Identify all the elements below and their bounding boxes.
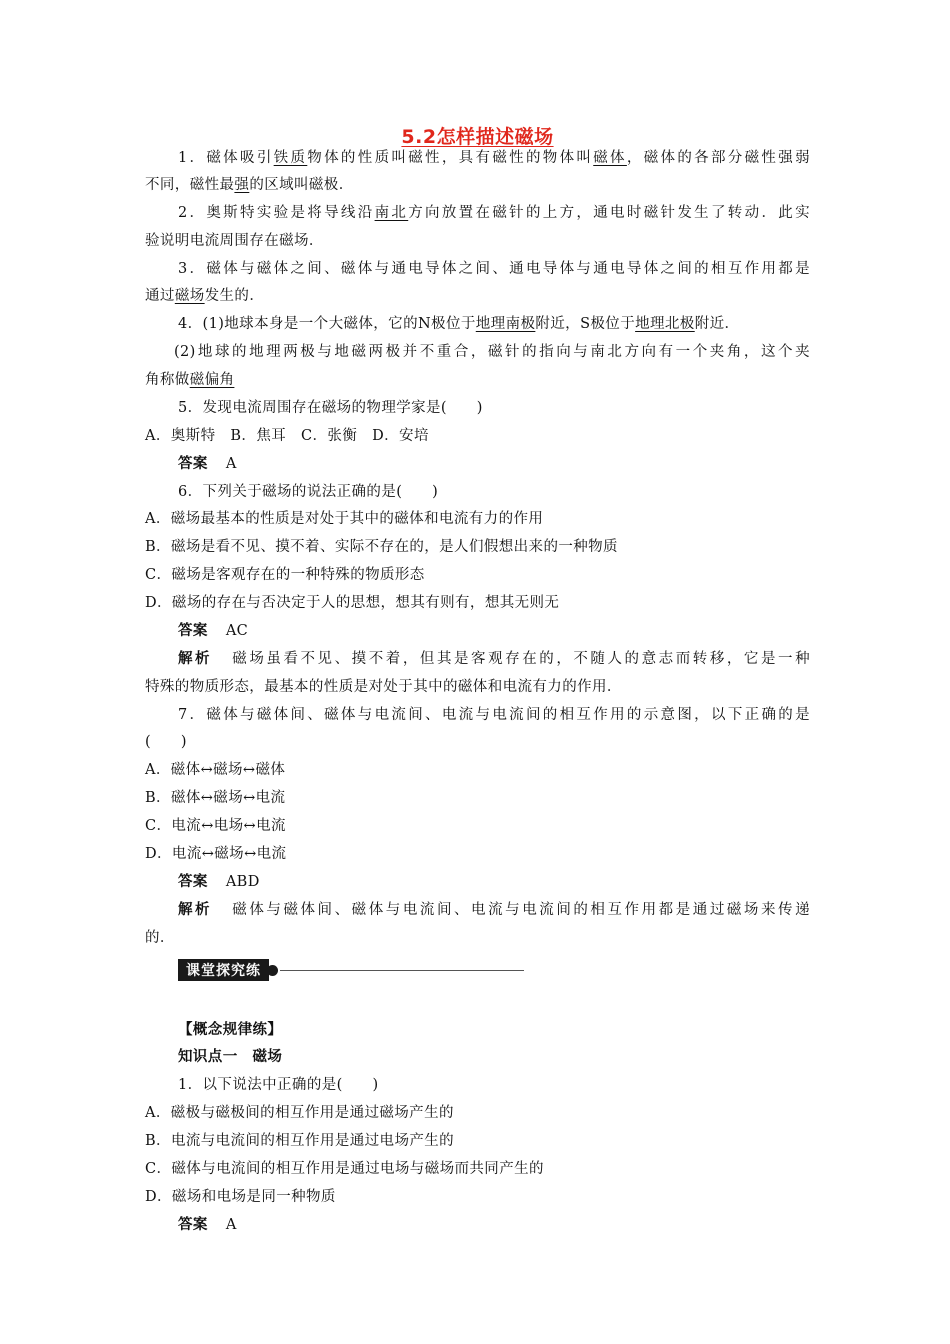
analysis-text: 磁体与磁体间、磁体与电流间、电流与电流间的相互作用都是通过磁场来传递: [230, 902, 810, 918]
text: 附近．: [694, 316, 740, 332]
answer-label: 答案: [178, 874, 208, 890]
question-7-option-b: B．磁体↔磁场↔电流: [145, 790, 286, 806]
analysis-label: 解析: [178, 651, 213, 667]
blank-answer: 磁偏角: [189, 372, 235, 388]
paragraph-2-line-1: [145, 203, 810, 223]
blank-answer: 磁体: [593, 150, 627, 166]
question-7-stem-line-2: ( ): [145, 734, 187, 750]
answer-label: 答案: [178, 1217, 208, 1233]
page-title: 5.2怎样描述磁场: [401, 126, 554, 148]
question-7-analysis-line-2: 的．: [145, 930, 175, 946]
question-7-option-c: C．电流↔电场↔电流: [145, 818, 286, 834]
paragraph-4-line-1: [145, 314, 810, 334]
text: 方向放置在磁针的上方，通电时磁针发生了转动．此实: [408, 205, 810, 221]
question-6-analysis-line-1: [145, 649, 810, 669]
paragraph-4-line-3: [145, 370, 810, 390]
answer-value: ABD: [225, 874, 260, 890]
paragraph-3-line-1: 3．磁体与磁体之间、磁体与通电导体之间、通电导体与通电导体之间的相互作用都是: [178, 261, 810, 277]
question-5-options: A．奥斯特 B．焦耳 C．张衡 D．安培: [145, 428, 429, 444]
question-6-answer: [145, 621, 810, 641]
text: 2．奥斯特实验是将导线沿: [178, 205, 375, 221]
text: 的区域叫磁极．: [249, 177, 354, 193]
analysis-label: 解析: [178, 902, 213, 918]
question-6-analysis-line-2: 特殊的物质形态，最基本的性质是对处于其中的磁体和电流有力的作用．: [145, 679, 622, 695]
question-7-option-a: A．磁体↔磁场↔磁体: [145, 762, 286, 778]
text: 1．磁体吸引: [178, 150, 274, 166]
question-6-stem: 6．下列关于磁场的说法正确的是( ): [178, 484, 439, 500]
text: 附近，S极位于: [535, 316, 636, 332]
text: 发生的．: [204, 288, 265, 304]
question-5-answer: [145, 454, 810, 474]
question-6-option-c: C．磁场是客观存在的一种特殊的物质形态: [145, 567, 425, 583]
paragraph-4-line-2: (2)地球的地理两极与地磁两极并不重合，磁针的指向与南北方向有一个夹角，这个夹: [174, 344, 810, 360]
text: ，磁体的各部分磁性强弱: [626, 150, 810, 166]
knowledge-point-heading: 知识点一 磁场: [178, 1049, 283, 1065]
paragraph-2-line-2: 验说明电流周围存在磁场．: [145, 233, 324, 249]
answer-value: AC: [225, 623, 249, 639]
analysis-text: 磁场虽看不见、摸不着，但其是客观存在的，不随人的意志而转移，它是一种: [230, 651, 810, 667]
exercise-1-option-c: C．磁体与电流间的相互作用是通过电场与磁场而共同产生的: [145, 1161, 544, 1177]
paragraph-3-line-2: [145, 286, 810, 306]
exercise-1-option-d: D．磁场和电场是同一种物质: [145, 1189, 336, 1205]
blank-answer: 强: [234, 177, 250, 193]
exercise-1-option-b: B．电流与电流间的相互作用是通过电场产生的: [145, 1133, 455, 1149]
text: 角称做: [145, 372, 190, 388]
question-7-option-d: D．电流↔磁场↔电流: [145, 846, 287, 862]
paragraph-1-line-2: [145, 175, 810, 195]
question-6-option-b: B．磁场是看不见、摸不着、实际不存在的，是人们假想出来的一种物质: [145, 539, 618, 555]
answer-label: 答案: [178, 623, 208, 639]
blank-answer: 磁场: [174, 288, 205, 304]
answer-value: A: [225, 456, 237, 472]
blank-answer: 地理北极: [635, 316, 695, 332]
banner-rule: [280, 970, 524, 971]
question-6-option-a: A．磁场最基本的性质是对处于其中的磁体和电流有力的作用: [145, 511, 544, 527]
section-heading: 【概念规律练】: [178, 1022, 283, 1038]
paragraph-1-line-1: [145, 148, 810, 168]
banner-label: 课堂探究练: [178, 959, 269, 981]
text: 物体的性质叫磁性，具有磁性的物体叫: [307, 150, 594, 166]
text: 不同，磁性最: [145, 177, 235, 193]
text: 通过: [145, 288, 175, 304]
section-banner: [178, 959, 524, 981]
blank-answer: 地理南极: [475, 316, 536, 332]
blank-answer: 铁质: [273, 150, 308, 166]
answer-label: 答案: [178, 456, 208, 472]
question-7-analysis-line-1: [145, 900, 810, 920]
exercise-1-option-a: A．磁极与磁极间的相互作用是通过磁场产生的: [145, 1105, 454, 1121]
question-6-option-d: D．磁场的存在与否决定于人的思想，想其有则有，想其无则无: [145, 595, 560, 611]
answer-value: A: [225, 1217, 237, 1233]
question-7-answer: [145, 872, 810, 892]
text: 4．(1)地球本身是一个大磁体，它的N极位于: [178, 316, 476, 332]
banner-dot: [267, 965, 278, 976]
blank-answer: 南北: [374, 205, 409, 221]
question-7-stem-line-1: 7．磁体与磁体间、磁体与电流间、电流与电流间的相互作用的示意图，以下正确的是: [178, 707, 810, 723]
exercise-1-answer: [145, 1215, 810, 1235]
exercise-1-stem: 1．以下说法中正确的是( ): [178, 1077, 379, 1093]
question-5-stem: 5．发现电流周围存在磁场的物理学家是( ): [178, 400, 483, 416]
